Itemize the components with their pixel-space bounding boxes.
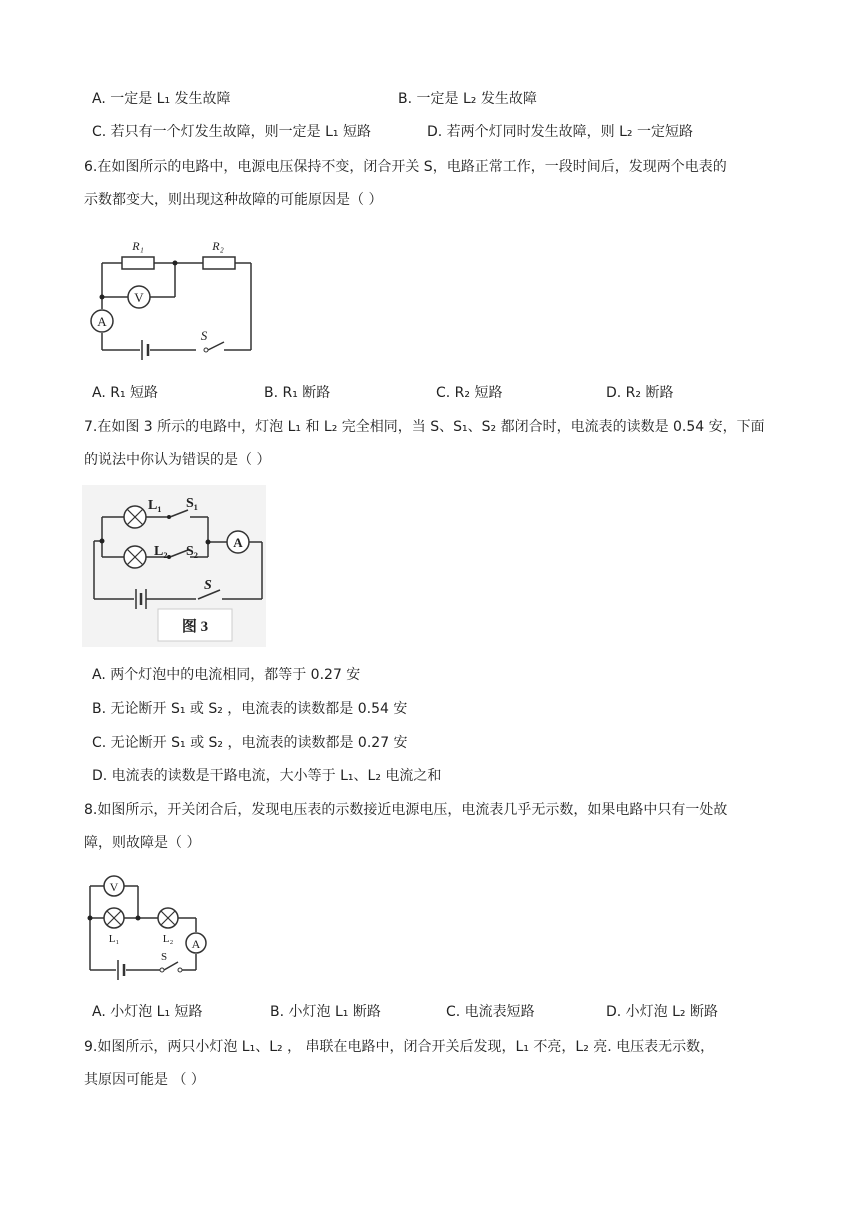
q8-circuit-diagram xyxy=(84,870,214,982)
q8-option-c[interactable]: C. 电流表短路 xyxy=(446,1004,535,1020)
switch-label: S xyxy=(204,578,212,593)
q5-option-b[interactable]: B. 一定是 L₂ 发生故障 xyxy=(398,91,537,107)
q6-stem-line2: 示数都变大，则出现这种故障的可能原因是（ ） xyxy=(84,192,383,208)
q5-option-c[interactable]: C. 若只有一个灯发生故障，则一定是 L₁ 短路 xyxy=(92,124,371,140)
q8-option-b[interactable]: B. 小灯泡 L₁ 断路 xyxy=(270,1004,381,1020)
q8-stem-line1: 8.如图所示，开关闭合后，发现电压表的示数接近电源电压，电流表几乎无示数，如果电路中只有一处故 xyxy=(84,802,728,818)
l2-label: L₂ xyxy=(162,933,174,945)
q8-option-d[interactable]: D. 小灯泡 L₂ 断路 xyxy=(606,1004,718,1020)
q6-circuit-diagram xyxy=(84,232,264,362)
q7-stem-line2: 的说法中你认为错误的是（ ） xyxy=(84,452,271,468)
q6-stem-line1: 6.在如图所示的电路中，电源电压保持不变，闭合开关 S，电路正常工作，一段时间后，发现两个电表的 xyxy=(84,159,727,175)
s1-label: S₁ xyxy=(186,496,198,511)
lamp-l1-symbol xyxy=(124,506,146,528)
s2-label: S₂ xyxy=(186,544,198,559)
r2-label: R₂ xyxy=(212,239,224,253)
q6-option-a[interactable]: A. R₁ 短路 xyxy=(92,385,159,401)
q9-stem-line1: 9.如图所示，两只小灯泡 L₁、L₂ ， 串联在电路中，闭合开关后发现，L₁ 不亮，L₂ 亮. 电压表无示数， xyxy=(84,1039,715,1055)
q7-option-d[interactable]: D. 电流表的读数是干路电流，大小等于 L₁、L₂ 电流之和 xyxy=(92,768,442,784)
r1-label: R₁ xyxy=(132,239,144,253)
q7-option-b[interactable]: B. 无论断开 S₁ 或 S₂ ，电流表的读数都是 0.54 安 xyxy=(92,701,408,717)
junction-dot xyxy=(100,295,105,300)
q7-option-c[interactable]: C. 无论断开 S₁ 或 S₂ ，电流表的读数都是 0.27 安 xyxy=(92,735,408,751)
q7-circuit-diagram xyxy=(82,485,266,647)
figure-caption: 图 3 xyxy=(181,619,209,635)
l1-label: L₁ xyxy=(108,933,120,945)
lamp-l2-symbol xyxy=(124,546,146,568)
q9-stem-line2: 其原因可能是 （ ） xyxy=(84,1072,205,1088)
ammeter-label: A xyxy=(191,937,201,951)
q6-option-d[interactable]: D. R₂ 断路 xyxy=(606,385,674,401)
q8-option-a[interactable]: A. 小灯泡 L₁ 短路 xyxy=(92,1004,203,1020)
lamp-l2-symbol xyxy=(158,908,178,928)
q8-stem-line2: 障，则故障是（ ） xyxy=(84,835,201,851)
ammeter-label: A xyxy=(97,314,107,329)
switch-label: S xyxy=(160,951,168,963)
q5-option-d[interactable]: D. 若两个灯同时发生故障，则 L₂ 一定短路 xyxy=(427,124,693,140)
lamp-l1-symbol xyxy=(104,908,124,928)
voltmeter-label: V xyxy=(109,880,119,894)
q6-option-c[interactable]: C. R₂ 短路 xyxy=(436,385,503,401)
switch-label: S xyxy=(200,328,208,343)
q5-option-a[interactable]: A. 一定是 L₁ 发生故障 xyxy=(92,91,231,107)
l1-label: L₁ xyxy=(148,498,162,513)
l2-label: L₂ xyxy=(154,544,168,559)
q7-stem-line1: 7.在如图 3 所示的电路中，灯泡 L₁ 和 L₂ 完全相同，当 S、S₁、S₂ 都闭合时，电流表的读数是 0.54 安，下面 xyxy=(84,419,765,435)
junction-dot xyxy=(173,261,178,266)
q7-option-a[interactable]: A. 两个灯泡中的电流相同，都等于 0.27 安 xyxy=(92,667,361,683)
q6-option-b[interactable]: B. R₁ 断路 xyxy=(264,385,331,401)
ammeter-label: A xyxy=(233,535,243,550)
voltmeter-label: V xyxy=(134,290,144,305)
